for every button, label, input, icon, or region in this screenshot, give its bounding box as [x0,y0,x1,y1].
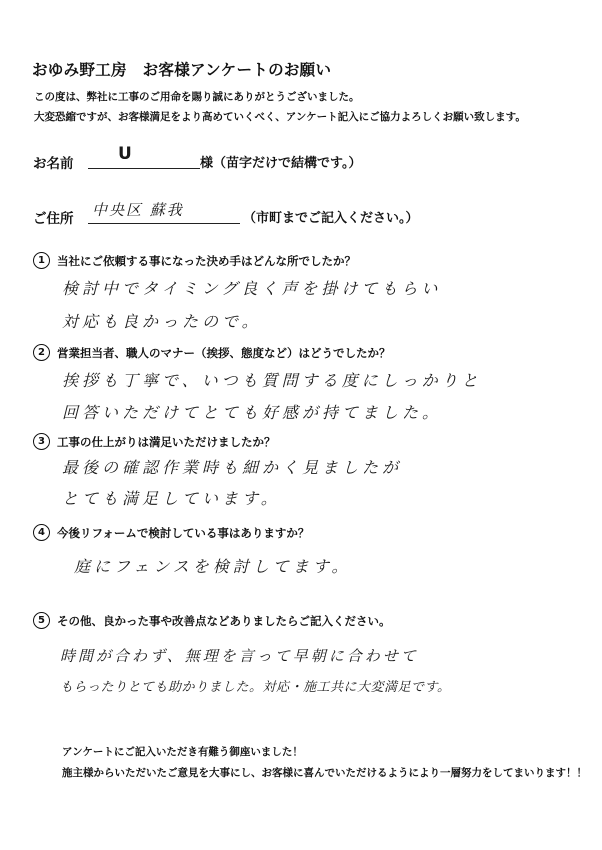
answer-5-line-2: もらったりとても助かりました。対応・施工共に大変満足です。 [60,680,451,695]
name-label: お名前 [33,156,74,172]
question-number-1: 1 [33,252,50,269]
intro-line-1: この度は、弊社に工事のご用命を賜り誠にありがとうございました。 [34,91,360,103]
answer-3-line-2: とても満足しています。 [62,489,281,508]
answer-1-line-2: 対応も良かったので。 [62,312,262,331]
intro-line-2: 大変恐縮ですが、お客様満足をより高めていくべく、アンケート記入にご協力よろしくお願い致します。 [34,111,526,123]
question-3-text: 工事の仕上がりは満足いただけましたか？ [57,434,276,449]
answer-3-line-1: 最後の確認作業時も細かく見ましたが [62,458,403,477]
page-title: おゆみ野工房 お客様アンケートのお願い [32,61,332,79]
answer-4-line-1: 庭にフェンスを検討してます。 [74,557,352,576]
name-underline [88,168,200,169]
address-suffix: （市町までご記入ください。） [243,211,419,226]
answer-5-line-1: 時間が合わず、無理を言って早朝に合わせて [60,647,419,665]
footer-thanks: アンケートにご記入いただき有難う御座いました！ [62,746,303,758]
question-4-text: 今後リフォームで検討している事はありますか？ [57,525,310,540]
question-5-text: その他、良かった事や改善点などありましたらご記入ください。 [57,613,391,628]
question-3 [33,433,276,450]
answer-1-line-1: 検討中でタイミング良く声を掛けてもらい [62,279,442,298]
address-handwritten-value: 中央区 蘇我 [92,201,184,219]
footer-message: 施主様からいただいたご意見を大事にし、お客様に喜んでいただけるようにより一層努力をしてまいります！！ [62,767,587,779]
question-number-2: 2 [33,344,50,361]
name-handwritten-value: U [118,144,132,164]
question-number-4: 4 [33,524,50,541]
answer-2-line-2: 回答いただけてとても好感が持てました。 [62,403,443,422]
question-2 [33,344,391,361]
address-label: ご住所 [33,211,74,227]
address-underline [88,223,240,224]
name-suffix: 様（苗字だけで結構です。） [200,156,362,171]
question-1-text: 当社にご依頼する事になった決め手はどんな所でしたか？ [57,253,356,268]
question-5 [33,612,391,629]
question-number-5: 5 [33,612,50,629]
question-2-text: 営業担当者、職人のマナー（挨拶、態度など）はどうでしたか？ [57,345,391,360]
question-1 [33,252,356,269]
answer-2-line-1: 挨拶も丁寧で、いつも質問する度にしっかりと [62,371,482,390]
question-4 [33,524,309,541]
question-number-3: 3 [33,433,50,450]
